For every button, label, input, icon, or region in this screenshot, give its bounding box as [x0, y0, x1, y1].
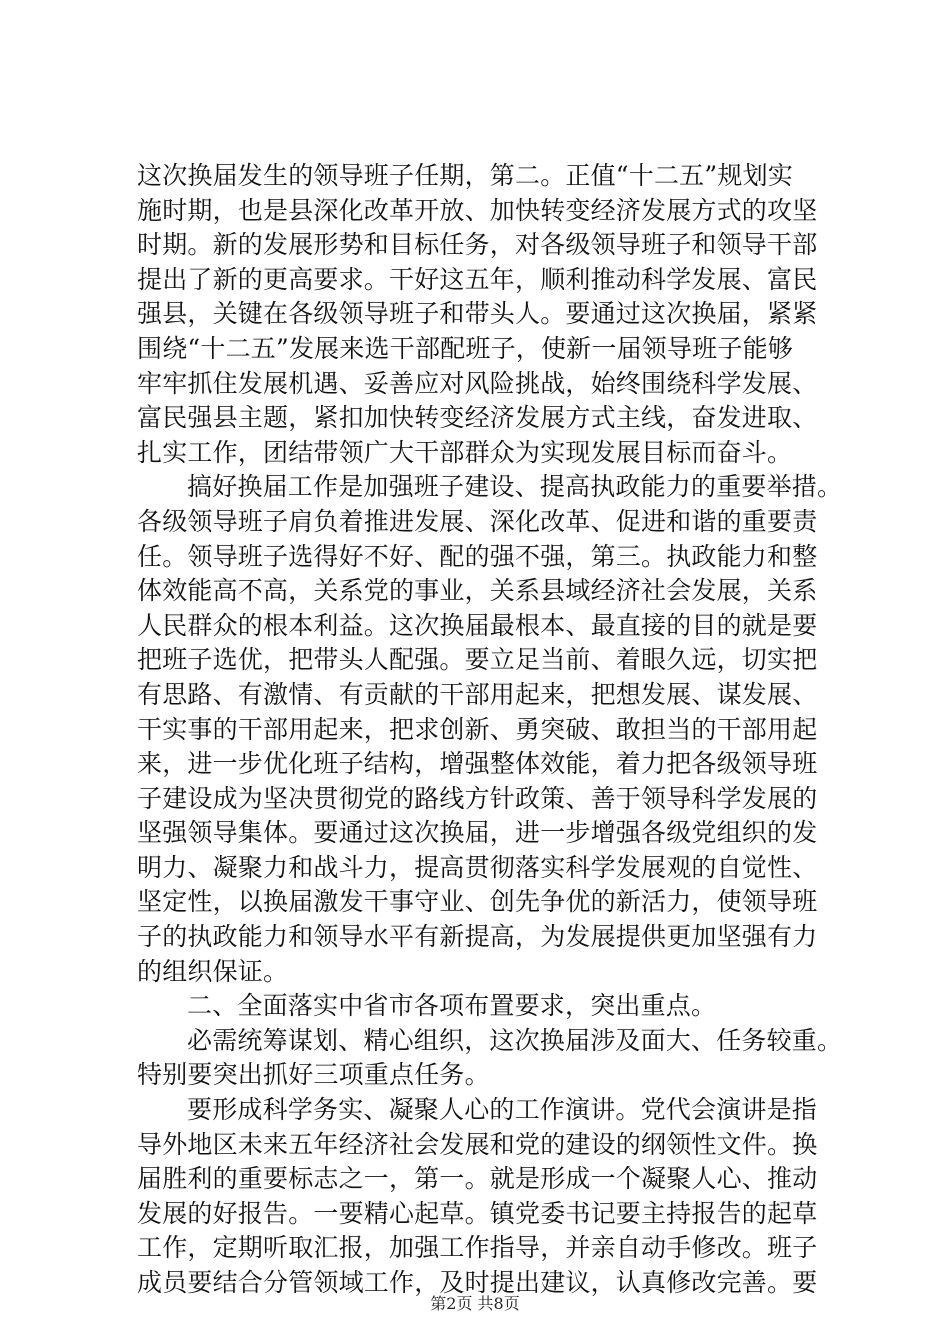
text-line: 明力、凝聚力和战斗力，提高贯彻落实科学发展观的自觉性、 [137, 852, 818, 882]
text-line: 各级领导班子肩负着推进发展、深化改革、促进和谐的重要责 [137, 506, 818, 536]
text-line: 要形成科学务实、凝聚人心的工作演讲。党代会演讲是指 [187, 1095, 818, 1125]
text-line: 导外地区未来五年经济社会发展和党的建设的纲领性文件。换 [137, 1129, 818, 1159]
text-line: 扎实工作，团结带领广大干部群众为实现发展目标而奋斗。 [137, 437, 793, 467]
text-line: 的组织保证。 [137, 956, 289, 986]
section-heading: 二、全面落实中省市各项布置要求，突出重点。 [187, 991, 717, 1021]
text-line: 提出了新的更高要求。干好这五年，顺利推动科学发展、富民 [137, 264, 818, 294]
text-line: 搞好换届工作是加强班子建设、提高执政能力的重要举措。 [187, 472, 843, 502]
text-line: 富民强县主题，紧扣加快转变经济发展方式主线，奋发进取、 [137, 403, 818, 433]
text-line: 工作，定期听取汇报，加强工作指导，并亲自动手修改。班子 [137, 1233, 818, 1263]
text-line: 强县，关键在各级领导班子和带头人。要通过这次换届，紧紧 [137, 299, 818, 329]
page-number-footer: 第2页 共8页 [430, 1294, 520, 1313]
text-line: 牢牢抓住发展机遇、妥善应对风险挑战，始终围绕科学发展、 [137, 368, 818, 398]
text-line: 子建设成为坚决贯彻党的路线方针政策、善于领导科学发展的 [137, 783, 818, 813]
text-line: 届胜利的重要标志之一，第一。就是形成一个凝聚人心、推动 [137, 1164, 818, 1194]
text-line: 必需统筹谋划、精心组织，这次换届涉及面大、任务较重。 [187, 1025, 843, 1055]
text-line: 这次换届发生的领导班子任期，第二。正值“十二五”规划实 [137, 161, 793, 190]
text-line: 体效能高不高，关系党的事业，关系县域经济社会发展，关系 [137, 576, 818, 606]
text-line: 有思路、有激情、有贡献的干部用起来，把想发展、谋发展、 [137, 679, 818, 709]
text-line: 来，进一步优化班子结构，增强整体效能，着力把各级领导班 [137, 749, 818, 779]
text-line: 特别要突出抓好三项重点任务。 [137, 1060, 490, 1090]
text-line: 围绕“十二五”发展来选干部配班子，使新一届领导班子能够 [137, 333, 793, 363]
text-line: 成员要结合分管领域工作，及时提出建议，认真修改完善。要 [137, 1268, 818, 1297]
text-line: 人民群众的根本利益。这次换届最根本、最直接的目的就是要 [137, 610, 818, 640]
body-text [137, 159, 861, 1301]
text-line: 发展的好报告。一要精心起草。镇党委书记要主持报告的起草 [137, 1198, 818, 1228]
text-line: 干实事的干部用起来，把求创新、勇突破、敢担当的干部用起 [137, 714, 818, 744]
text-line: 坚定性，以换届激发干事守业、创先争优的新活力，使领导班 [137, 887, 818, 917]
text-line: 时期。新的发展形势和目标任务，对各级领导班子和领导干部 [137, 230, 818, 260]
text-line: 施时期，也是县深化改革开放、加快转变经济发展方式的攻坚 [137, 195, 818, 225]
text-line: 任。领导班子选得好不好、配的强不强，第三。执政能力和整 [137, 541, 818, 571]
text-line: 坚强领导集体。要通过这次换届，进一步增强各级党组织的发 [137, 818, 818, 848]
text-line: 把班子选优，把带头人配强。要立足当前、着眼久远，切实把 [137, 645, 818, 675]
text-line: 子的执政能力和领导水平有新提高，为发展提供更加坚强有力 [137, 922, 818, 952]
